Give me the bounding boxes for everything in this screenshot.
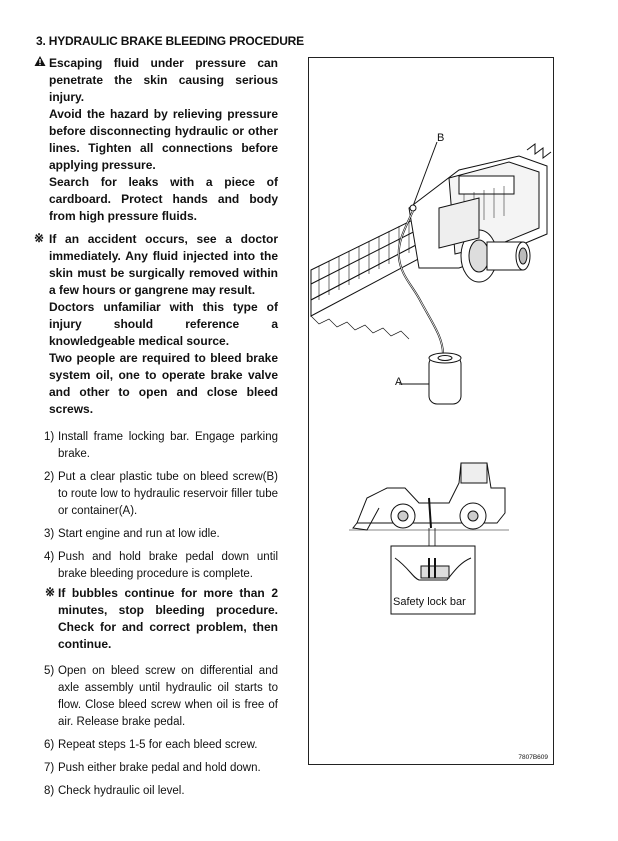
steps-list	[34, 429, 278, 800]
caution-paragraph: Doctors unfamiliar with this type of injury should reference a knowledgeable medical source.	[49, 300, 278, 348]
axle-illustration	[309, 58, 553, 764]
step-note: ※ If bubbles continue for more than 2 minutes, stop bleeding procedure. Check for and correct problem, then continue.	[45, 585, 278, 651]
list-item: 4) Push and hold brake pedal down until brake bleeding procedure is complete.	[44, 551, 278, 580]
list-item: 6) Repeat steps 1-5 for each bleed screw.	[44, 739, 258, 751]
text-column	[34, 55, 278, 806]
list-item: 8) Check hydraulic oil level.	[44, 785, 185, 797]
list-item: 5) Open on bleed screw on differential and axle assembly until hydraulic oil starts to flow. Close bleed screw when oil is free of air. Release brake pedal.	[44, 665, 278, 728]
warning-block	[34, 55, 278, 225]
list-item: 3) Start engine and run at low idle.	[44, 528, 220, 540]
list-item: 7) Push either brake pedal and hold down.	[44, 762, 261, 774]
label-a: A	[395, 376, 403, 388]
page-title: 3. HYDRAULIC BRAKE BLEEDING PROCEDURE	[36, 34, 304, 48]
warning-paragraph: Avoid the hazard by relieving pressure before disconnecting hydraulic or other lines. Tighten all connections before applying pressure.	[49, 107, 278, 172]
label-b: B	[437, 132, 445, 144]
illustration-frame	[308, 57, 554, 765]
caution-paragraph: Two people are required to bleed brake system oil, one to operate brake valve and other to open and close bleed screws.	[49, 351, 278, 416]
list-item: 1) Install frame locking bar. Engage parking brake.	[44, 431, 278, 460]
warning-paragraph: Search for leaks with a piece of cardboard. Protect hands and body from high pressure fluids.	[49, 175, 278, 223]
caution-paragraph: If an accident occurs, see a doctor immediately. Any fluid injected into the skin must be surgically removed within a few hours or gangrene may result.	[49, 232, 278, 297]
warning-paragraph: Escaping fluid under pressure can penetrate the skin causing serious injury.	[49, 56, 278, 104]
warning-triangle-icon	[34, 55, 46, 70]
figure-code: 7807B609	[518, 754, 548, 761]
caution-mark: ※	[34, 231, 45, 245]
list-item: 2) Put a clear plastic tube on bleed screw(B) to route low to hydraulic reservoir filler tube or container(A).	[44, 471, 278, 517]
caution-block	[34, 231, 278, 418]
inset-caption: Safety lock bar	[393, 596, 466, 608]
